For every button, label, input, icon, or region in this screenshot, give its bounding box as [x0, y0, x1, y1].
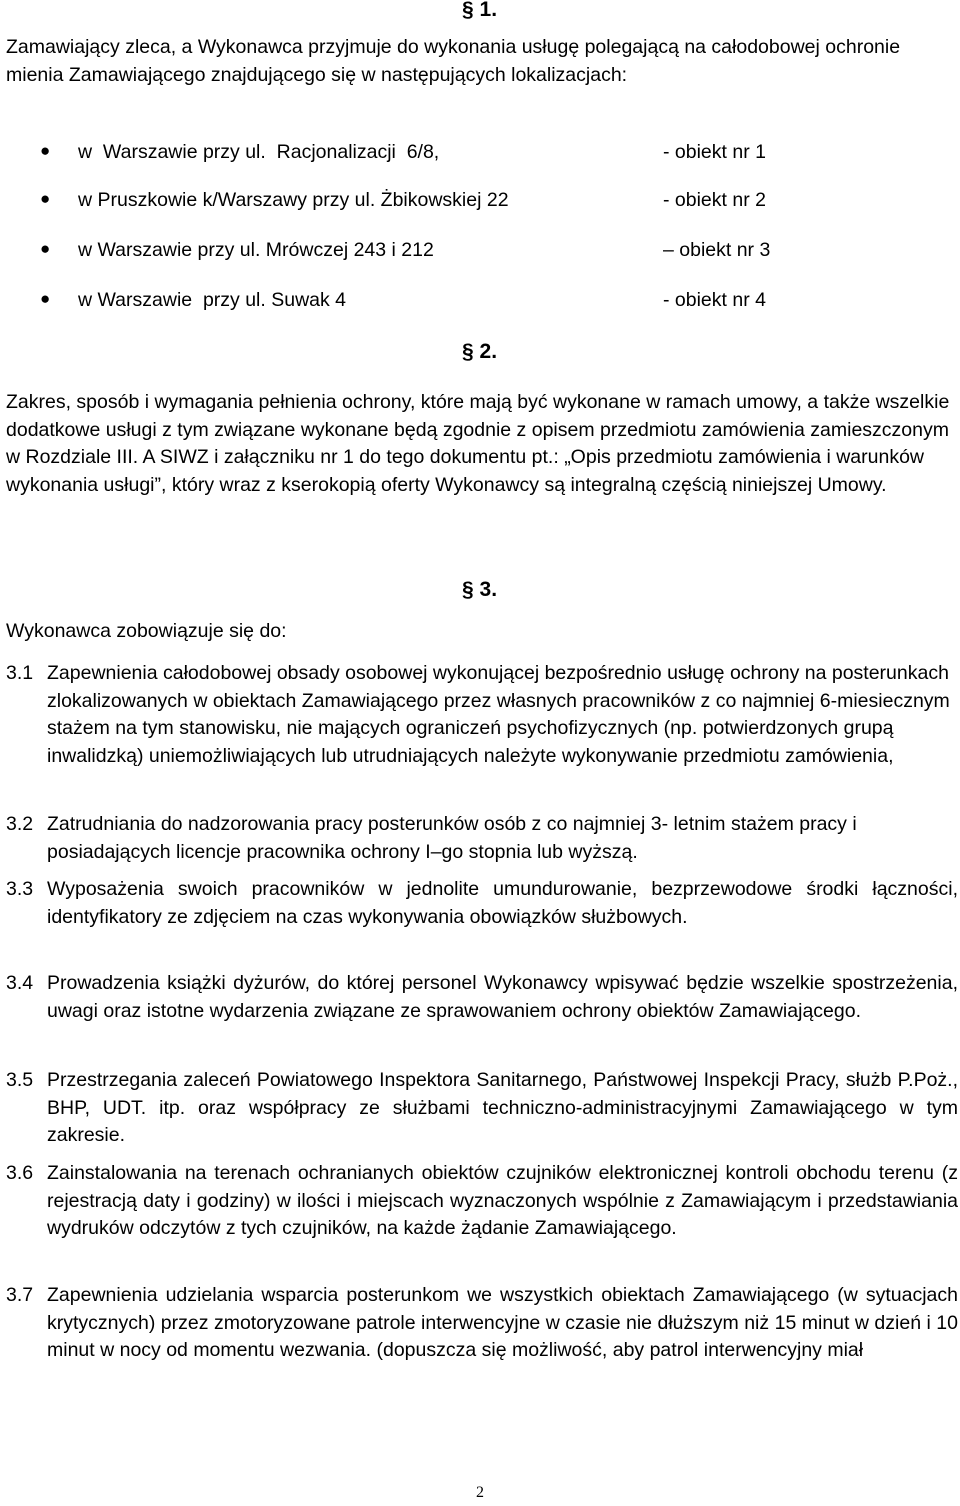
location-address: w Warszawie przy ul. Suwak 4 [78, 289, 347, 311]
obligation-item [6, 811, 958, 866]
obligation-item [6, 876, 958, 931]
location-item [40, 239, 920, 263]
location-object: - obiekt nr 2 [663, 189, 766, 211]
scope-paragraph: Zakres, sposób i wymagania pełnienia ochrony, które mają być wykonane w ramach umowy, a także wszelkie dodatkowe usługi z tym związane wykonane będą zgodnie z opisem przedmiotu zamówienia zamieszczonym w Rozdziale III. A SIWZ i załączniku nr 1 do tego dokumentu pt.: „Opis przedmiotu zamówienia i warunków wykonania usługi”, który wraz z kserokopią oferty Wykonawcy są integralną częścią niniejszej Umowy. [6, 391, 950, 496]
obligation-text: Prowadzenia książki dyżurów, do której personel Wykonawcy wpisywać będzie wszelkie spostrzeżenia, uwagi oraz istotne wydarzenia związane ze sprawowaniem ochrony obiektów Zamawiającego. [47, 972, 958, 1022]
intro-paragraph: Zamawiający zleca, a Wykonawca przyjmuje do wykonania usługę polegającą na całodobowej ochronie mienia Zamawiającego znajdującego się w następujących lokalizacjach: [6, 36, 901, 86]
obligation-number: 3.5 [6, 1069, 34, 1091]
obligation-text: Zapewnienia całodobowej obsady osobowej wykonującej bezpośrednio usługę ochrony na posterunkach zlokalizowanych w obiektach Zamawiającego przez własnych pracowników z co najmniej 6-miesiecznym stażem na tym stanowisku, nie mających ograniczeń psychofizycznych (np. potwierdzonych grupą inwalidzką) uniemożliwiających lub utrudniających należyte wykonywanie przedmiotu zamówienia, [47, 662, 950, 767]
bullet-icon: ● [40, 189, 51, 208]
location-item [40, 141, 920, 165]
obligation-number: 3.3 [6, 878, 34, 900]
bullet-icon: ● [40, 239, 51, 258]
location-object: – obiekt nr 3 [663, 239, 771, 261]
obligation-text: Zapewnienia udzielania wsparcia posterunkom we wszystkich obiektach Zamawiającego (w sytuacjach krytycznych) przez zmotoryzowane patrole interwencyjne w czasie nie dłuższym niż 15 minut w dzień i 10 minut w nocy od momentu wezwania. (dopuszcza się możliwość, aby patrol interwencyjny miał [47, 1284, 958, 1362]
obligation-text: Zainstalowania na terenach ochranianych obiektów czujników elektronicznej kontroli obchodu terenu (z rejestracją daty i godziny) w ilości i miejscach wyznaczonych wspólnie z Zamawiającym i przedstawiania wydruków odczytów z tych czujników, na każde żądanie Zamawiającego. [47, 1162, 958, 1240]
obligation-item [6, 970, 958, 1025]
obligation-item [6, 660, 958, 770]
bullet-icon: ● [40, 141, 51, 160]
location-address: w Warszawie przy ul. Racjonalizacji 6/8, [78, 141, 440, 163]
obligation-number: 3.7 [6, 1284, 34, 1306]
obligation-text: Przestrzegania zaleceń Powiatowego Inspektora Sanitarnego, Państwowej Inspekcji Pracy, służb P.Poż., BHP, UDT. itp. oraz współpracy ze służbami techniczno-administracyjnymi Zamawiającego w tym zakresie. [47, 1069, 958, 1147]
obligation-number: 3.6 [6, 1162, 34, 1184]
bullet-icon: ● [40, 289, 51, 308]
location-item [40, 189, 920, 213]
obligation-number: 3.2 [6, 813, 34, 835]
obligation-number: 3.1 [6, 662, 34, 684]
location-object: - obiekt nr 1 [663, 141, 766, 163]
obligation-text: Zatrudniania do nadzorowania pracy posterunków osób z co najmniej 3- letnim stażem pracy i posiadających licencje pracownika ochrony I–go stopnia lub wyższą. [47, 813, 857, 863]
section-1-heading: § 1. [462, 0, 498, 21]
location-address: w Warszawie przy ul. Mrówczej 243 i 212 [78, 239, 434, 261]
obligation-item [6, 1160, 958, 1243]
obligation-item [6, 1282, 958, 1365]
obligations-heading: Wykonawca zobowiązuje się do: [6, 620, 287, 642]
location-object: - obiekt nr 4 [663, 289, 766, 311]
location-item [40, 289, 920, 313]
obligation-item [6, 1067, 958, 1150]
obligation-text: Wyposażenia swoich pracowników w jednolite umundurowanie, bezprzewodowe środki łączności, identyfikatory ze zdjęciem na czas wykonywania obowiązków służbowych. [47, 878, 958, 928]
section-2-heading: § 2. [462, 340, 498, 363]
section-3-heading: § 3. [462, 578, 498, 601]
obligation-number: 3.4 [6, 972, 34, 994]
location-address: w Pruszkowie k/Warszawy przy ul. Żbikowskiej 22 [78, 189, 509, 211]
page-number: 2 [476, 1484, 484, 1501]
